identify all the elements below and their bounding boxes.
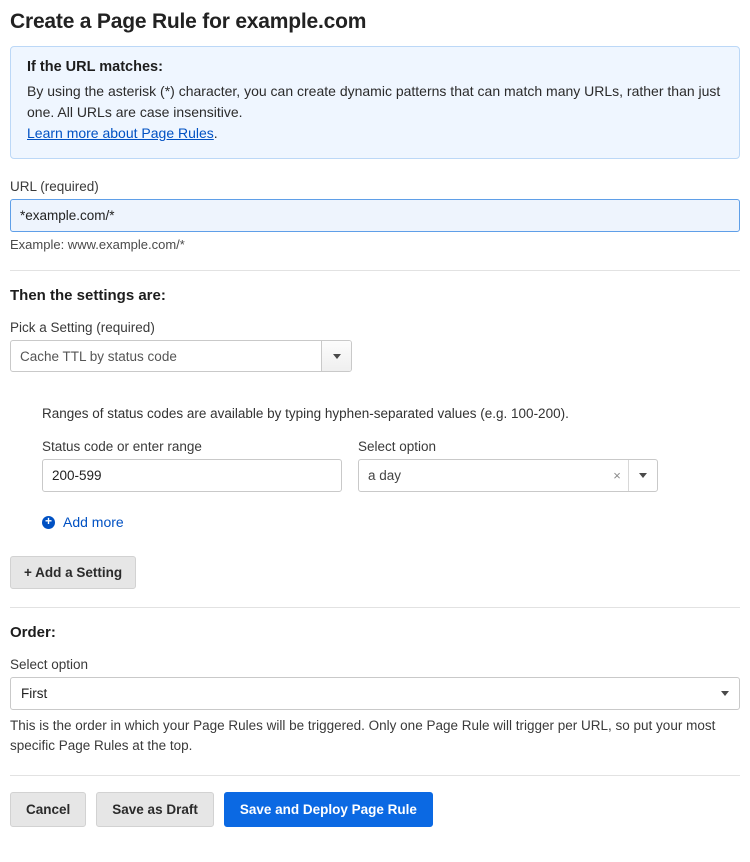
order-select[interactable] — [10, 677, 740, 710]
status-code-label: Status code or enter range — [42, 439, 202, 454]
save-and-deploy-button[interactable]: Save and Deploy Page Rule — [224, 792, 433, 827]
order-select-value: First — [21, 686, 48, 701]
url-field-label: URL (required) — [10, 179, 99, 194]
url-helper-text: Example: www.example.com/* — [10, 237, 185, 252]
divider-order — [10, 607, 740, 608]
chevron-down-icon[interactable] — [721, 691, 729, 696]
add-more-label: Add more — [63, 514, 124, 530]
page-title: Create a Page Rule for example.com — [10, 10, 367, 33]
order-select-label: Select option — [10, 657, 89, 672]
plus-circle-icon: + — [42, 516, 55, 529]
add-more-button[interactable] — [42, 514, 740, 530]
chevron-down-icon[interactable] — [629, 473, 657, 478]
settings-heading: Then the settings are: — [10, 287, 166, 304]
add-a-setting-button[interactable]: + Add a Setting — [10, 556, 136, 589]
ttl-option-field — [358, 439, 658, 492]
status-code-settings — [10, 406, 740, 530]
callout-title: If the URL matches: — [27, 59, 163, 75]
url-match-callout — [10, 46, 740, 159]
status-code-row — [42, 439, 740, 492]
status-code-input[interactable] — [42, 459, 342, 492]
callout-period: . — [213, 125, 218, 141]
learn-more-link[interactable]: Learn more about Page Rules — [27, 125, 214, 141]
pick-setting-value: Cache TTL by status code — [20, 348, 177, 364]
ttl-option-value: a day — [368, 468, 402, 483]
ttl-option-select[interactable] — [358, 459, 658, 492]
save-as-draft-button[interactable]: Save as Draft — [96, 792, 214, 827]
order-description: This is the order in which your Page Rules will be triggered. Only one Page Rule will trigger per URL, so put your most specific Page Rules at the top. — [10, 718, 716, 754]
divider-settings — [10, 270, 740, 271]
caret-glyph — [333, 354, 341, 359]
cancel-button[interactable]: Cancel — [10, 792, 86, 827]
order-heading: Order: — [10, 624, 56, 641]
callout-text — [27, 81, 723, 144]
pick-setting-select[interactable] — [10, 340, 352, 372]
url-input[interactable] — [10, 199, 740, 232]
form-actions — [10, 792, 740, 827]
divider-footer — [10, 775, 740, 776]
caret-glyph — [639, 473, 647, 478]
status-code-note: Ranges of status codes are available by typing hyphen-separated values (e.g. 100-200). — [42, 406, 569, 421]
chevron-down-icon[interactable] — [321, 341, 351, 371]
pick-setting-label: Pick a Setting (required) — [10, 320, 155, 335]
callout-body: By using the asterisk (*) character, you can create dynamic patterns that can match many URLs, rather than just one. All URLs are case insensitive. — [27, 83, 721, 120]
status-code-field — [42, 439, 342, 492]
select-option-label: Select option — [358, 439, 437, 454]
clear-icon[interactable]: × — [613, 468, 621, 483]
